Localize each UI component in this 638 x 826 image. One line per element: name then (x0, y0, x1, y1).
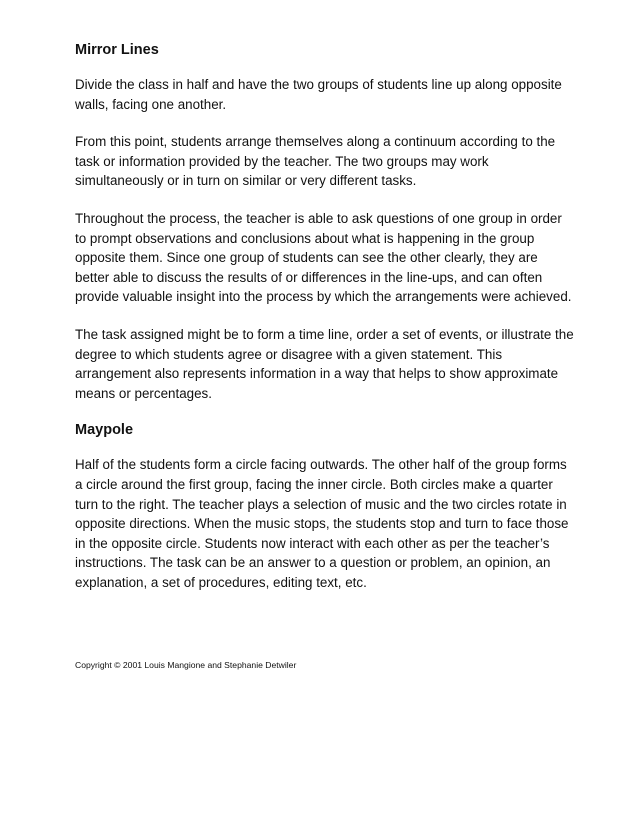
section-heading-mirror-lines: Mirror Lines (75, 42, 159, 58)
copyright-footer: Copyright © 2001 Louis Mangione and Stephanie Detwiler (75, 660, 297, 670)
document-page (75, 41, 575, 610)
mirror-lines-paragraph-3: Throughout the process, the teacher is able to ask questions of one group in order to prompt observations and conclusions about what is happening in the group opposite them. Since one group of students can see the other clearly, they are better able to discuss the results of or differences in the line-ups, and can often provide valuable insight into the process by which the arrangements were achieved. (75, 210, 572, 305)
maypole-paragraph-1: Half of the students form a circle facing outwards. The other half of the group forms a circle around the first group, facing the inner circle. Both circles make a quarter turn to the right. The teacher plays a selection of music and the two circles rotate in opposite directions. When the music stops, the students stop and turn to face those in the opposite circle. Students now interact with each other as per the teacher’s instructions. The task can be an answer to a question or problem, an opinion, an explanation, a set of procedures, editing text, etc. (75, 457, 569, 590)
mirror-lines-paragraph-4: The task assigned might be to form a time line, order a set of events, or illustrate the degree to which students agree or disagree with a given statement. This arrangement also represents information in a way that helps to show approximate means or percentages. (75, 326, 574, 401)
mirror-lines-paragraph-2: From this point, students arrange themselves along a continuum according to the task or information provided by the teacher. The two groups may work simultaneously or in turn on similar or very different tasks. (75, 134, 556, 189)
mirror-lines-paragraph-1: Divide the class in half and have the two groups of students line up along opposite walls, facing one another. (75, 77, 562, 112)
section-heading-maypole: Maypole (75, 422, 134, 439)
